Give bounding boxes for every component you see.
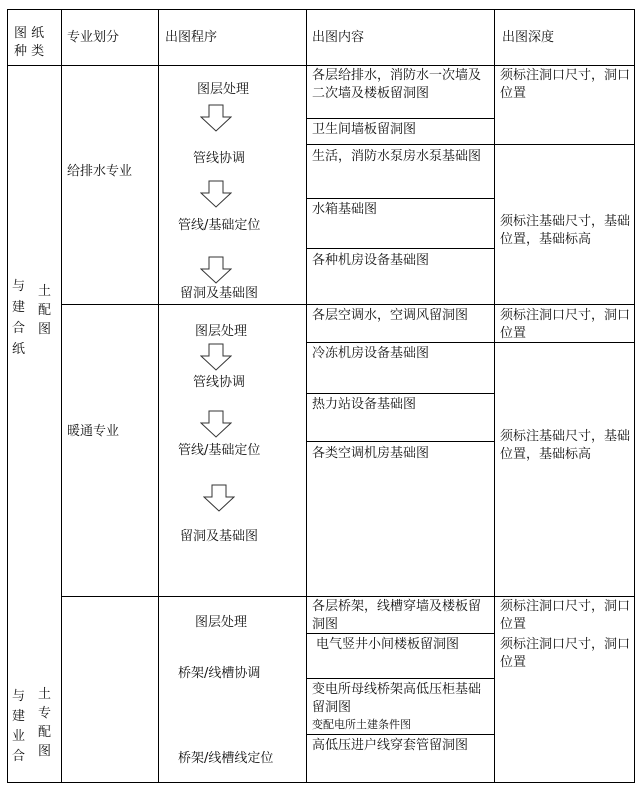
rule-s1-s2 (61, 304, 635, 305)
rule-s2-s3 (61, 596, 635, 597)
down-arrow-icon (200, 343, 232, 371)
cat2-right-3: 配 (38, 725, 52, 740)
s3-depth-2: 须标注洞口尺寸，洞口位置 (500, 637, 631, 670)
s1-step-1: 图层处理 (197, 82, 250, 97)
cat2-left-1: 与 (12, 689, 26, 704)
s3-step-3: 桥架/线槽线定位 (178, 751, 274, 766)
s2-item-2: 冷冻机房设备基础图 (312, 346, 430, 361)
s1-step-3: 管线/基础定位 (178, 218, 261, 233)
down-arrow-icon (200, 256, 232, 284)
s3-item-1: 各层桥架，线槽穿墙及楼板留洞图 (312, 599, 482, 632)
s2-discipline: 暖通专业 (67, 424, 120, 439)
cat2-left-3: 业 (12, 729, 26, 744)
cat2-right-4: 图 (38, 744, 52, 759)
cat1-right-2: 配 (38, 303, 52, 318)
cat1-left-4: 纸 (12, 342, 26, 357)
rule-c4-6 (306, 393, 494, 394)
down-arrow-icon (200, 410, 232, 438)
header-content: 出图内容 (312, 30, 365, 45)
s3-step-1: 图层处理 (195, 615, 248, 630)
cat1-right-3: 图 (38, 322, 52, 337)
s1-item-2: 卫生间墙板留洞图 (312, 122, 417, 137)
cat2-left-2: 建 (12, 709, 26, 724)
s1-item-4: 水箱基础图 (312, 202, 378, 217)
header-depth: 出图深度 (502, 30, 555, 45)
rule-c4-10 (306, 734, 494, 735)
rule-c4-9 (306, 678, 494, 679)
s3-item-3: 变电所母线桥架高低压柜基础留洞图 (312, 682, 482, 715)
s1-depth-1: 须标注洞口尺寸，洞口位置 (500, 68, 631, 101)
header-discipline: 专业划分 (67, 30, 120, 45)
s2-step-4: 留洞及基础图 (180, 529, 259, 544)
s2-depth-2: 须标注基础尺寸，基础位置，基础标高 (500, 429, 631, 462)
s2-item-3: 热力站设备基础图 (312, 397, 417, 412)
cat1-left-1: 与 (12, 279, 26, 294)
s1-depth-2: 须标注基础尺寸，基础位置，基础标高 (500, 214, 631, 247)
rule-c4-3 (306, 198, 494, 199)
down-arrow-icon (200, 104, 232, 132)
down-arrow-icon (200, 180, 232, 208)
header-type-line1: 图 纸 (14, 26, 45, 41)
s2-step-1: 图层处理 (195, 324, 248, 339)
rule-bottom (7, 782, 635, 783)
s1-step-4: 留洞及基础图 (180, 286, 259, 301)
rule-c4-4 (306, 248, 494, 249)
rule-left (7, 9, 8, 783)
rule-c4 (494, 9, 495, 783)
rule-c1 (61, 9, 62, 783)
rule-c4-7 (306, 441, 494, 442)
cat1-right-1: 土 (38, 284, 52, 299)
s2-step-3: 管线/基础定位 (178, 443, 261, 458)
s1-item-3: 生活，消防水泵房水泵基础图 (312, 149, 482, 164)
s2-item-4: 各类空调机房基础图 (312, 446, 430, 461)
s1-item-5: 各种机房设备基础图 (312, 253, 430, 268)
rule-c4-1 (306, 118, 494, 119)
cat1-left-2: 建 (12, 300, 26, 315)
s3-depth-1: 须标注洞口尺寸，洞口位置 (500, 599, 631, 632)
s3-item-5: 高低压进户线穿套管留洞图 (312, 738, 469, 753)
s2-item-1: 各层空调水，空调风留洞图 (312, 308, 469, 323)
rule-c2 (158, 9, 159, 783)
rule-right (634, 9, 635, 783)
rule-c3 (306, 9, 307, 783)
cat2-left-4: 合 (12, 749, 26, 764)
cat2-right-1: 土 (38, 687, 52, 702)
s3-step-2: 桥架/线槽协调 (178, 666, 261, 681)
cat2-right-2: 专 (38, 706, 52, 721)
down-arrow-icon (203, 484, 235, 512)
rule-top (7, 9, 635, 10)
s2-step-2: 管线协调 (193, 375, 246, 390)
s2-depth-1: 须标注洞口尺寸，洞口位置 (500, 308, 631, 341)
s1-item-1: 各层给排水，消防水一次墙及二次墙及楼板留洞图 (312, 68, 482, 101)
s3-item-4: 变配电所土建条件图 (312, 718, 411, 731)
rule-c4-2 (306, 144, 635, 145)
s3-item-2: 电气竖井小间楼板留洞图 (316, 637, 460, 652)
rule-header (7, 65, 635, 66)
s1-step-2: 管线协调 (193, 151, 246, 166)
header-type-line2: 种 类 (14, 44, 45, 59)
header-procedure: 出图程序 (165, 30, 218, 45)
cat1-left-3: 合 (12, 321, 26, 336)
s1-discipline: 给排水专业 (67, 164, 133, 179)
